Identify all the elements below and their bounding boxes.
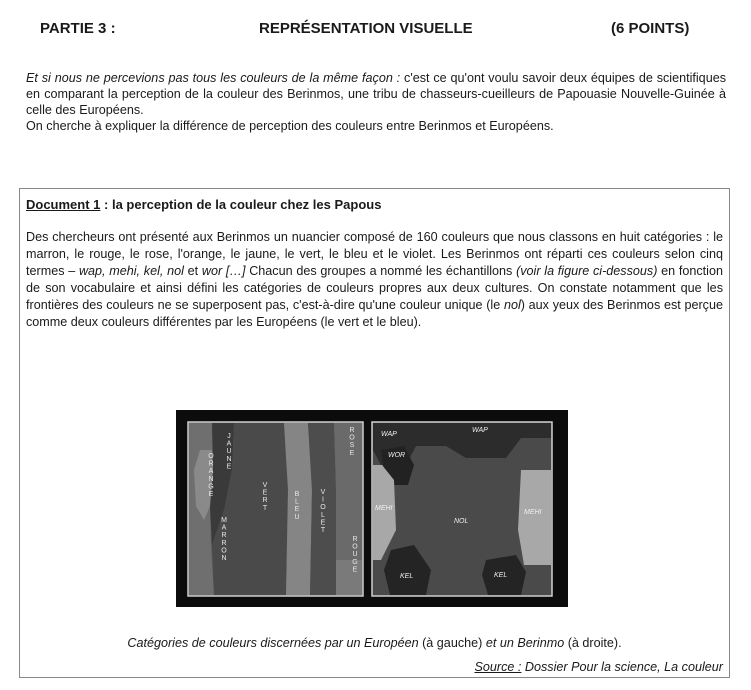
label-rose-letter: R <box>349 427 355 434</box>
label-vert-letter: V <box>262 482 268 489</box>
label-marron <box>221 517 227 562</box>
label-rose-letter: S <box>349 442 355 450</box>
body-terms: wap, mehi, kel, nol <box>78 264 184 278</box>
body-nol: nol <box>503 298 521 312</box>
label-rouge-letter: O <box>352 543 358 551</box>
label-violet-letter: L <box>321 511 325 519</box>
label-violet-letter: T <box>320 527 326 534</box>
intro-lead: Et si nous ne percevions pas tous les couleurs de la même façon : <box>26 71 401 85</box>
label-rose-letter: E <box>349 449 355 457</box>
label-orange-letter: E <box>208 491 214 498</box>
label-jaune-letter: E <box>226 463 232 471</box>
label-rouge-letter: R <box>352 536 358 543</box>
part-title: REPRÉSENTATION VISUELLE <box>259 20 473 37</box>
label-marron-letter: R <box>221 532 227 540</box>
document-label: Document 1 <box>26 197 101 212</box>
figure-caption <box>20 636 729 650</box>
label-rouge-letter: G <box>352 558 358 566</box>
document-title <box>26 197 381 212</box>
label-rose-letter: O <box>349 434 355 442</box>
label-marron-letter: N <box>221 555 227 562</box>
body-terms-2: wor […] <box>201 264 246 278</box>
label-mehi-left: MEHI <box>375 505 393 512</box>
label-vert <box>262 482 267 512</box>
body-figure-ref: (voir la figure ci-dessous) <box>516 264 658 278</box>
label-bleu-letter: U <box>294 513 300 521</box>
label-violet-letter: I <box>322 496 324 504</box>
body-text-5: ) aux yeux des Berinmos est perçue comme deux couleurs différentes par les Européens (le vert et le bleu). <box>26 298 723 329</box>
label-marron-letter: A <box>221 524 227 532</box>
label-orange-letter: O <box>208 453 214 460</box>
label-orange-letter: A <box>208 468 214 476</box>
label-marron-letter: M <box>221 517 227 524</box>
label-orange-letter: G <box>208 483 214 491</box>
label-violet-letter: V <box>320 489 326 496</box>
part-number: PARTIE 3 : <box>40 20 116 37</box>
label-violet-letter: E <box>320 519 326 527</box>
label-rouge-letter: U <box>352 551 358 559</box>
label-jaune-letter: A <box>226 440 232 448</box>
intro-text <box>26 70 726 134</box>
label-rouge-letter: E <box>352 566 358 574</box>
label-marron-letter: O <box>221 547 227 555</box>
body-text-2: et <box>183 264 202 278</box>
document-title-text: : la perception de la couleur chez les Papous <box>100 197 382 212</box>
label-bleu-letter: L <box>295 498 299 506</box>
label-jaune-letter: J <box>227 433 231 440</box>
label-kel-right: KEL <box>494 572 508 579</box>
label-marron-letter: R <box>221 539 227 547</box>
caption-european: Catégories de couleurs discernées par un Européen <box>127 636 419 650</box>
label-violet-letter: O <box>320 504 326 512</box>
source-citation <box>474 660 723 674</box>
caption-berinmo: et un Berinmo <box>485 636 565 650</box>
label-orange-letter: R <box>208 460 214 468</box>
exam-header <box>0 20 751 42</box>
label-bleu <box>294 491 299 521</box>
intro-rest: c'est ce qu'ont voulu savoir deux équipes de scientifiques en comparant la perception de la couleur des Berinmos, une tribu de chasseurs-cueilleurs de Papouasie Nouvelle-Guinée à celle des Européens. <box>26 71 726 117</box>
body-text-1: Des chercheurs ont présenté aux Berinmos un nuancier composé de 160 couleurs que nous classons en huit catégories : le marron, le rouge, le rose, l'orange, le jaune, le vert, le bleu et le violet. Les Berinmos ont réparti ces couleurs selon cinq termes – <box>26 230 723 278</box>
intro-paragraph <box>26 70 726 118</box>
label-wap-1: WAP <box>381 431 397 438</box>
document-1-box <box>19 188 730 678</box>
label-vert-letter: R <box>262 497 268 505</box>
label-nol: NOL <box>454 518 469 525</box>
source-label: Source : <box>474 660 522 674</box>
label-bleu-letter: B <box>294 491 300 498</box>
intro-question: On cherche à expliquer la différence de perception des couleurs entre Berinmos et Européens. <box>26 119 554 133</box>
document-body <box>26 229 723 331</box>
european-color-map <box>188 422 363 596</box>
label-jaune-letter: U <box>226 448 232 456</box>
label-vert-letter: T <box>262 504 268 512</box>
color-maps-svg <box>176 410 568 607</box>
color-categories-figure <box>176 410 568 607</box>
label-jaune-letter: N <box>226 455 232 463</box>
caption-left: (à gauche) <box>418 636 486 650</box>
source-text: Dossier Pour la science, La couleur <box>521 660 723 674</box>
label-vert-letter: E <box>262 489 268 497</box>
part-points: (6 POINTS) <box>611 20 690 37</box>
label-orange-letter: N <box>208 475 214 483</box>
label-mehi-right: MEHI <box>524 509 542 516</box>
label-kel-left: KEL <box>400 573 414 580</box>
label-wor: WOR <box>388 452 406 459</box>
caption-right: (à droite). <box>564 636 622 650</box>
label-bleu-letter: E <box>294 506 300 514</box>
body-text-3: Chacun des groupes a nommé les échantillons <box>245 264 517 278</box>
body-text-4: en fonction de son vocabulaire et ainsi défini les catégories de couleurs propres aux deux cultures. On constate notamment que les frontières des couleurs ne se superposent pas, c'est-à-dire qu'une couleur unique (le <box>26 264 723 312</box>
label-wap-2: WAP <box>472 427 488 434</box>
